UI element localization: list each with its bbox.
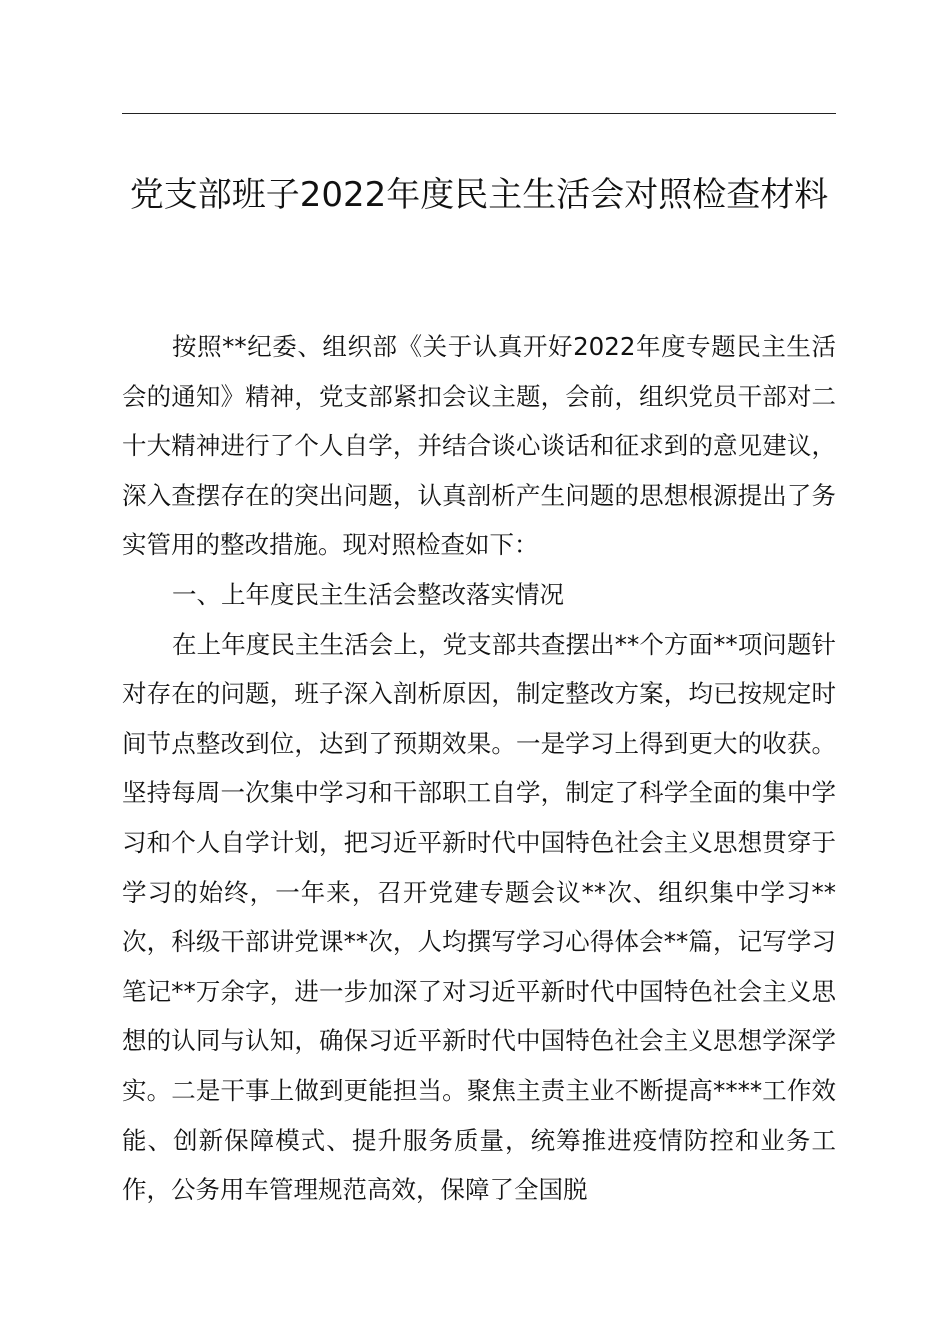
paragraph-rectification: 在上年度民主生活会上，党支部共查摆出**个方面**项问题针对存在的问题，班子深入剖析原因，制定整改方案，均已按规定时间节点整改到位，达到了预期效果。一是学习上得到更大的收获。坚持每周一次集中学习和干部职工自学，制定了科学全面的集中学习和个人自学计划，把习近平新时代中国特色社会主义思想贯穿于学习的始终，一年来，召开党建专题会议**次、组织集中学习**次，科级干部讲党课**次，人均撰写学习心得体会**篇，记写学习笔记**万余字，进一步加深了对习近平新时代中国特色社会主义思想的认同与认知，确保习近平新时代中国特色社会主义思想学深学实。二是干事上做到更能担当。聚焦主责主业不断提高****工作效能、创新保障模式、提升服务质量，统筹推进疫情防控和业务工作，公务用车管理规范高效，保障了全国脱 bbox=[122, 629, 836, 1205]
section-heading-1: 一、上年度民主生活会整改落实情况 bbox=[172, 579, 564, 609]
document-body bbox=[122, 322, 836, 1215]
header-rule bbox=[122, 113, 836, 114]
document-title: 党支部班子2022年度民主生活会对照检查材料 bbox=[129, 175, 829, 215]
paragraph-intro: 按照**纪委、组织部《关于认真开好2022年度专题民主生活会的通知》精神，党支部紧扣会议主题，会前，组织党员干部对二十大精神进行了个人自学，并结合谈心谈话和征求到的意见建议，深入查摆存在的突出问题，认真剖析产生问题的思想根源提出了务实管用的整改措施。现对照检查如下： bbox=[122, 332, 836, 560]
